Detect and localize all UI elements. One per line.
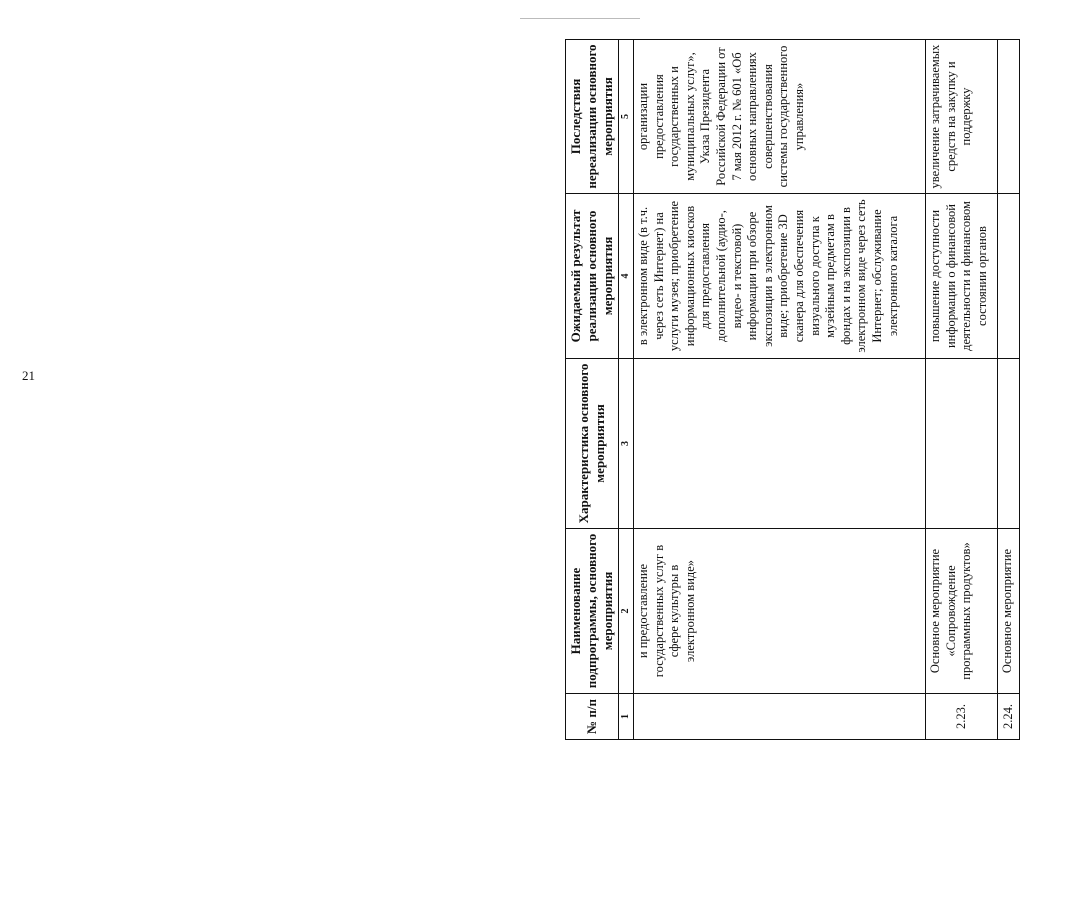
row-name: и предоставление государственных услуг в сфере культуры в электронном виде» [634, 529, 926, 694]
row-result: повышение доступности информации о финансовой деятельности и финансовом состоянии органов [926, 194, 998, 359]
row-consequences: увеличение затрачиваемых средств на закупку и поддержку [926, 40, 998, 194]
events-table [565, 39, 1020, 740]
row-consequences: организации предоставления государственных и муниципальных услуг», Указа Президента Российской Федерации от 7 мая 2012 г. № 601 «Об основных направлениях совершенствования системы государственного управления» [634, 40, 926, 194]
row-number: 2.24. [998, 694, 1020, 740]
row-consequences [998, 40, 1020, 194]
header-consequences: Последствия нереализации основного мероприятия [566, 40, 619, 194]
row-number [634, 694, 926, 740]
table-row [926, 40, 998, 740]
header-result: Ожидаемый результат реализации основного мероприятия [566, 194, 619, 359]
row-number: 2.23. [926, 694, 998, 740]
scan-edge-line [520, 0, 640, 19]
header-number: № п/п [566, 694, 619, 740]
row-result: в электронном виде (в т.ч. через сеть Интернет) на услуги музея; приобретение информационных киосков для предоставления дополнительной (аудио-, видео- и текстовой) информации при обзоре экспозиции в электронном виде; приобретение 3D сканера для обеспечения визуального доступа к музейным предметам в фондах и на экспозиции в электронном виде через сеть Интернет; обслуживание электронного каталога [634, 194, 926, 359]
column-number: 4 [619, 194, 634, 359]
column-number: 1 [619, 694, 634, 740]
row-result [998, 194, 1020, 359]
column-number: 5 [619, 40, 634, 194]
row-characteristic [634, 359, 926, 529]
header-name: Наименование подпрограммы, основного мероприятия [566, 529, 619, 694]
row-characteristic [926, 359, 998, 529]
page-number: 21 [22, 368, 35, 383]
row-name: Основное мероприятие [998, 529, 1020, 694]
column-number: 3 [619, 359, 634, 529]
column-number: 2 [619, 529, 634, 694]
table-row [634, 40, 926, 740]
row-characteristic [998, 359, 1020, 529]
table-header-row [566, 40, 619, 740]
header-characteristic: Характеристика основного мероприятия [566, 359, 619, 529]
rotated-table-container [565, 40, 1087, 740]
table-row [998, 40, 1020, 740]
row-name: Основное мероприятие «Сопровождение программных продуктов» [926, 529, 998, 694]
column-number-row [619, 40, 634, 740]
